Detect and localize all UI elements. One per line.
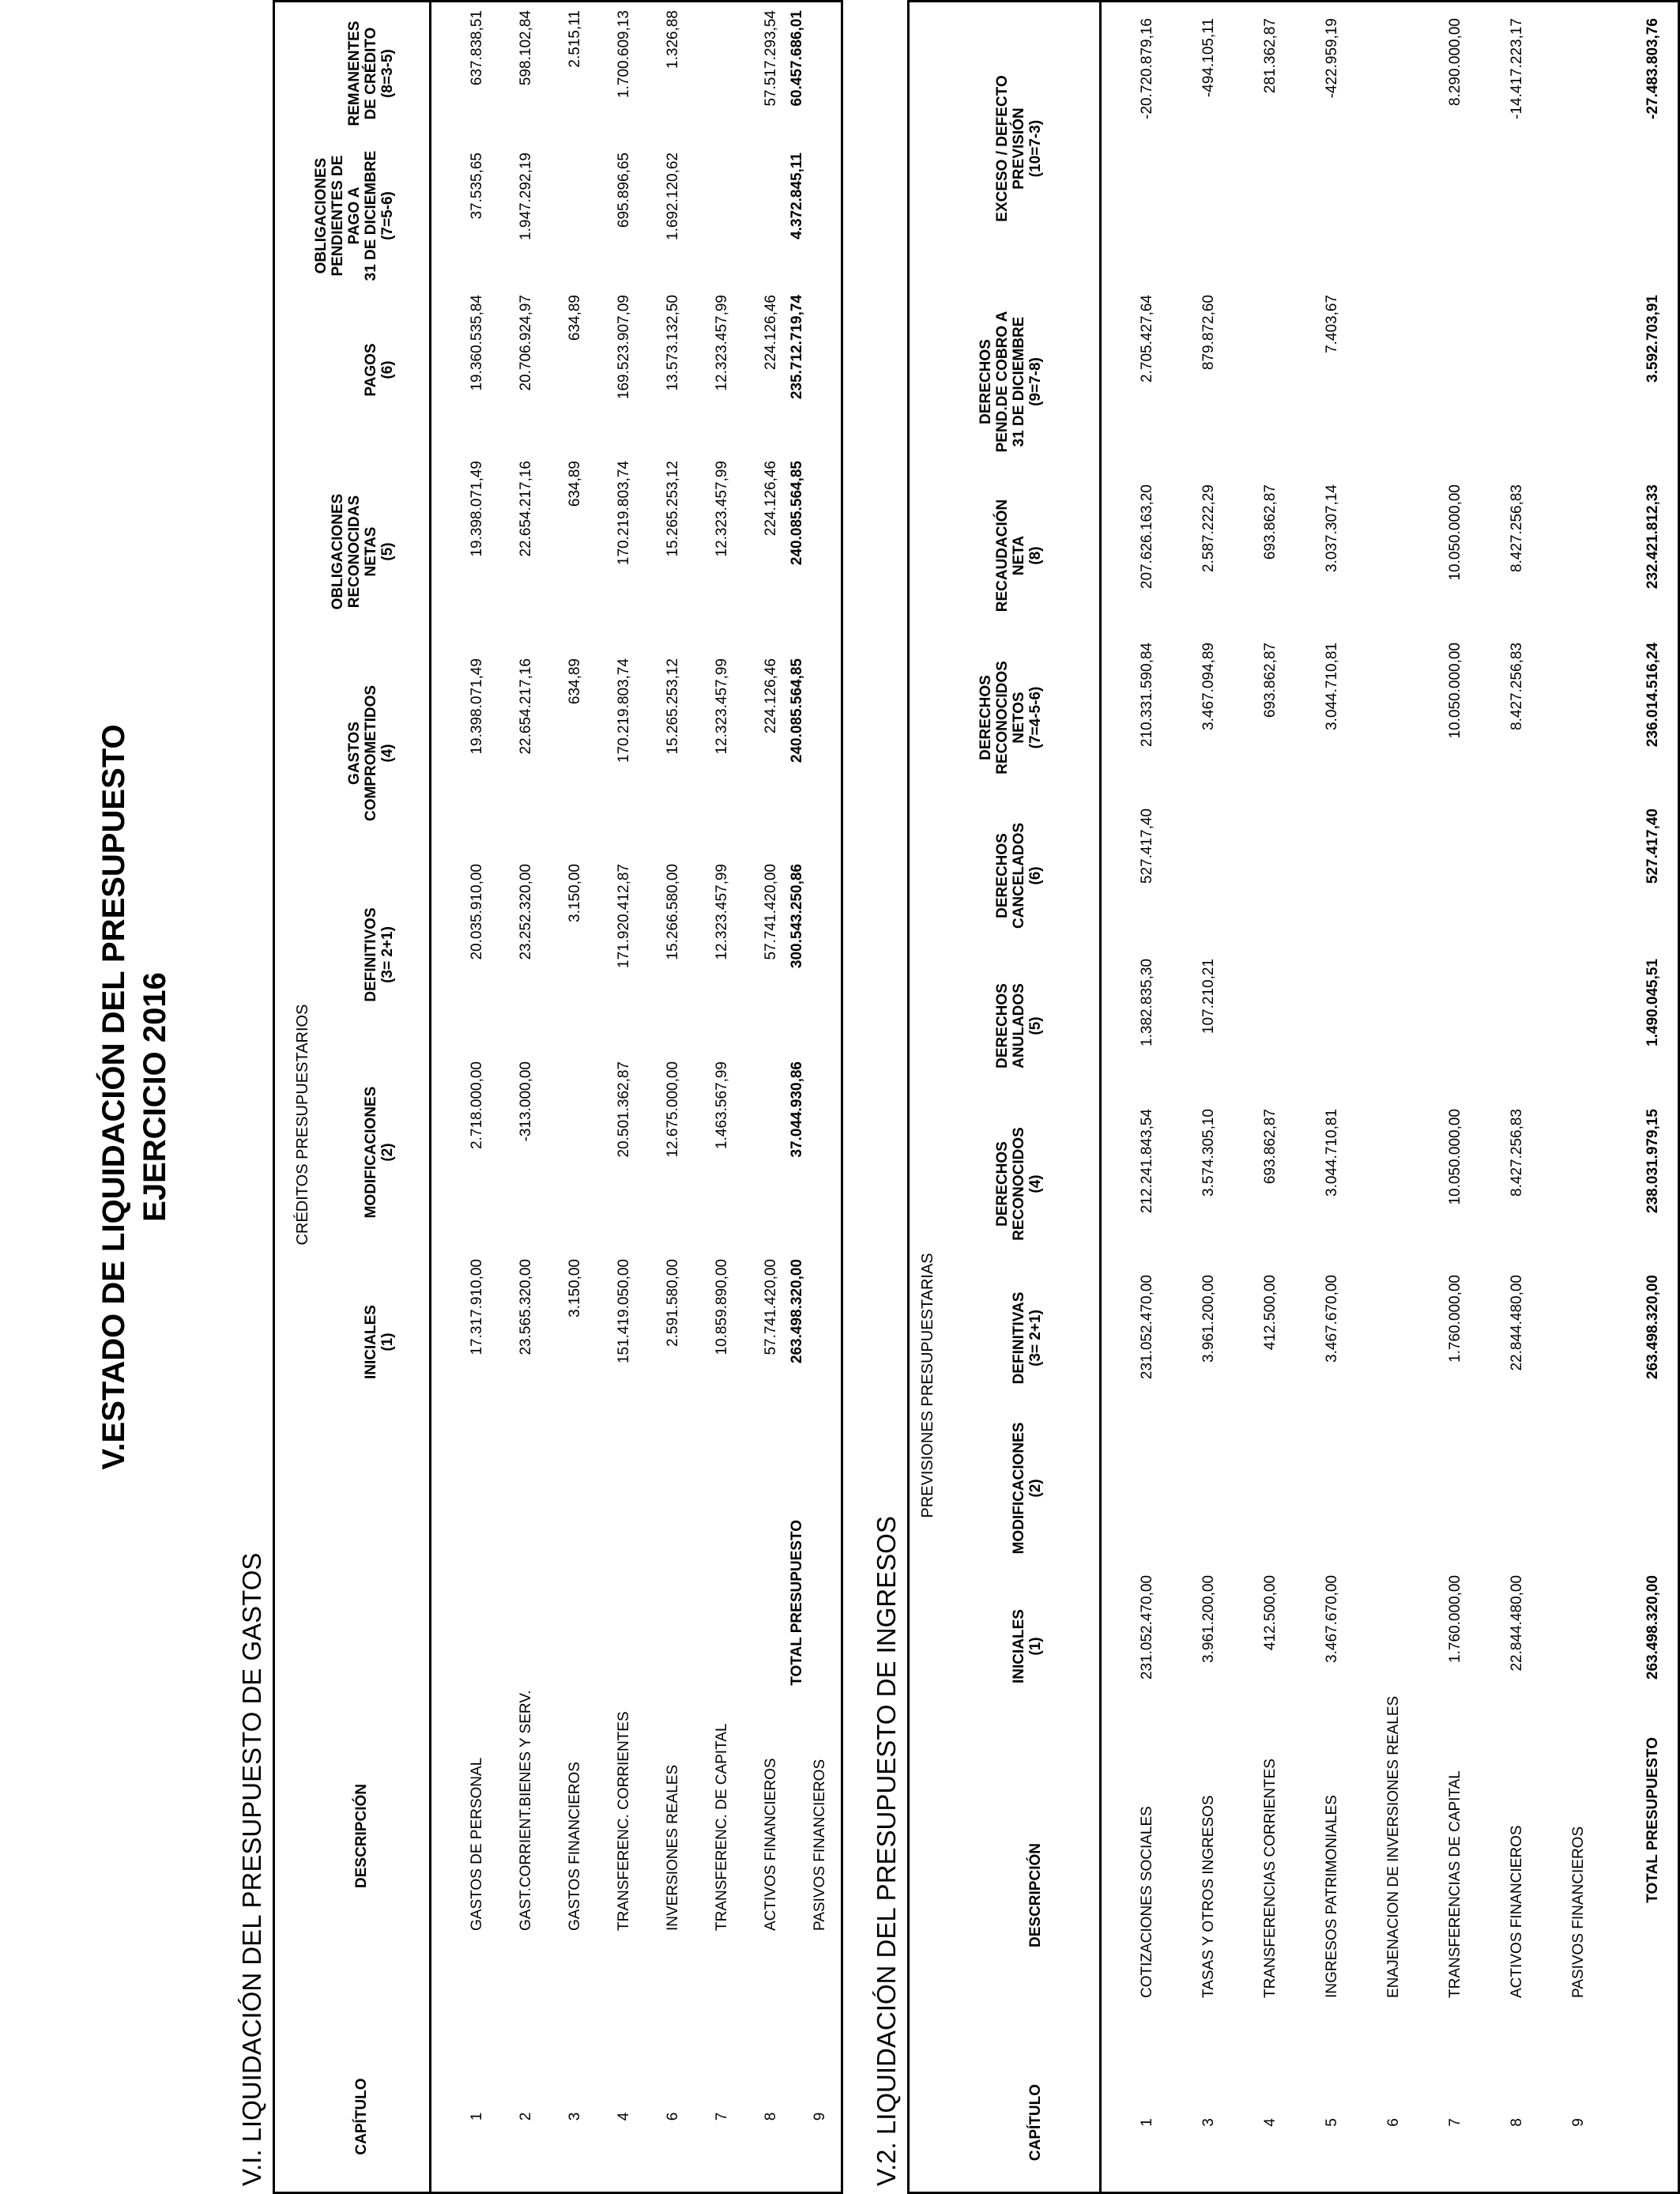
ingresos-row-capitulo: 7 (1447, 2118, 1463, 2127)
gastos-cell-pag: 169.523.907,09 (616, 295, 632, 400)
header-pendientes-line: 31 DE DICIEMBRE (363, 150, 379, 281)
ingresos-cell-def: 412.500,00 (1262, 1275, 1279, 1351)
ingresos-cell-net: 693.862,87 (1262, 643, 1279, 718)
gastos-cell-pag: 13.573.132,50 (665, 295, 681, 391)
ingresos-row-capitulo: 9 (1570, 2118, 1587, 2127)
header-definitivos-line: DEFINITIVOS (363, 907, 379, 1002)
header-exceso (925, 10, 1044, 287)
header-pendientes-line: OBLIGACIONES (313, 157, 330, 274)
ingresos-table (907, 0, 1680, 2194)
gastos-row-capitulo: 1 (469, 2112, 485, 2121)
ingresos-cell-def: 231.052.470,00 (1139, 1275, 1155, 1380)
ingresos-cell-rec: 3.044.710,81 (1324, 1109, 1340, 1197)
ingresos-total-rau: 232.421.812,33 (1644, 484, 1661, 590)
ingresos-cell-net: 8.427.256,83 (1509, 643, 1525, 730)
ingresos-row-capitulo: 8 (1509, 2118, 1525, 2127)
gastos-cell-obl: 224.126,46 (763, 461, 779, 537)
header-pendientes (925, 287, 1044, 477)
header-pendientes-line: 31 DE DICIEMBRE (1011, 316, 1027, 447)
gastos-table (273, 0, 843, 2194)
gastos-cell-com: 634,89 (567, 658, 583, 705)
gastos-group-header: CRÉDITOS PRESUPUESTARIOS (294, 1004, 311, 1246)
gastos-row-descripcion: PASIVOS FINANCIEROS (812, 1759, 828, 1931)
header-exceso-line: PREVISIÓN (1011, 107, 1027, 190)
header-anulados-line: DERECHOS (994, 983, 1011, 1069)
gastos-cell-mod: -313.000,00 (518, 1061, 534, 1142)
gastos-cell-ini: 57.741.420,00 (763, 1259, 779, 1355)
header-cancelados-line: CANCELADOS (1011, 822, 1027, 929)
ingresos-group-header: PREVISIONES PRESUPUESTARIAS (919, 1253, 936, 1518)
gastos-cell-rem: 57.517.293,54 (763, 10, 779, 107)
ingresos-total-anu: 1.490.045,51 (1644, 959, 1661, 1046)
ingresos-cell-ini: 1.760.000,00 (1447, 1575, 1463, 1663)
ingresos-cell-rec: 10.050.000,00 (1447, 1109, 1463, 1205)
header-reconocidos (925, 1101, 1044, 1267)
header-modificaciones-line: MODIFICACIONES (363, 1086, 379, 1219)
header-pendientes-line: DERECHOS (977, 339, 994, 424)
header-recaudacion-line: NETA (1011, 535, 1027, 576)
header-iniciales-line: INICIALES (363, 1305, 379, 1379)
header-comprometidos-line: GASTOS (346, 722, 363, 785)
header-modificaciones (925, 1409, 1044, 1567)
ingresos-total-pen: 3.592.703,91 (1644, 295, 1661, 383)
header-modificaciones (281, 1054, 396, 1251)
gastos-cell-def: 57.741.420,00 (763, 864, 779, 960)
ingresos-cell-exc: -20.720.879,16 (1139, 18, 1155, 119)
header-remanentes (281, 2, 396, 145)
gastos-total-mod: 37.044.930,86 (789, 1061, 805, 1158)
header-exceso-line: (10=7-3) (1027, 119, 1044, 178)
ingresos-header-divider (1099, 2, 1102, 2192)
gastos-total-com: 240.085.564,85 (789, 658, 805, 763)
header-modificaciones-line: MODIFICACIONES (1011, 1422, 1027, 1555)
gastos-total-label: TOTAL PRESUPUESTO (789, 1520, 805, 1686)
ingresos-cell-exc: 8.290.000,00 (1447, 18, 1463, 106)
gastos-cell-mod: 1.463.567,99 (714, 1061, 730, 1149)
ingresos-cell-net: 3.044.710,81 (1324, 643, 1340, 730)
ingresos-cell-rau: 693.862,87 (1262, 484, 1279, 560)
ingresos-cell-net: 210.331.590,84 (1139, 643, 1155, 748)
ingresos-row-capitulo: 4 (1262, 2118, 1279, 2127)
header-remanentes-line: (8=3-5) (379, 49, 396, 98)
gastos-section-title: V.I. LIQUIDACIÓN DEL PRESUPUESTO DE GASTOS (237, 1552, 266, 2186)
header-pendientes-line: (7=5-6) (379, 191, 396, 240)
gastos-row-capitulo: 7 (714, 2112, 730, 2121)
ingresos-cell-rec: 212.241.843,54 (1139, 1109, 1155, 1214)
gastos-cell-pen: 1.692.120,62 (665, 153, 681, 240)
gastos-total-pag: 235.712.719,74 (789, 295, 805, 400)
header-capitulo (910, 2053, 1044, 2192)
gastos-cell-rem: 1.326,88 (665, 10, 681, 69)
header-descripcion (275, 1630, 370, 2041)
gastos-cell-com: 170.219.803,74 (616, 658, 632, 763)
gastos-cell-obl: 170.219.803,74 (616, 461, 632, 566)
header-recaudacion-line: RECAUDACIÓN (994, 499, 1011, 613)
header-cancelados-line: DERECHOS (994, 833, 1011, 918)
header-modificaciones-line: (2) (379, 1143, 396, 1162)
header-anulados (925, 951, 1044, 1101)
header-pendientes (281, 145, 396, 287)
header-iniciales (925, 1567, 1044, 1725)
header-netos-line: DERECHOS (977, 675, 994, 760)
ingresos-row-descripcion: TASAS Y OTROS INGRESOS (1200, 1795, 1217, 1998)
gastos-cell-com: 22.654.217,16 (518, 658, 534, 755)
ingresos-cell-def: 22.844.480,00 (1509, 1275, 1525, 1371)
gastos-cell-rem: 2.515,11 (567, 10, 583, 68)
ingresos-cell-rau: 10.050.000,00 (1447, 484, 1463, 581)
header-cancelados (925, 801, 1044, 951)
header-pagos-line: (6) (379, 360, 396, 379)
ingresos-row-descripcion: TRANSFERENCIAS CORRIENTES (1262, 1759, 1279, 1998)
gastos-cell-obl: 15.265.253,12 (665, 461, 681, 557)
gastos-total-ini: 263.498.320,00 (789, 1259, 805, 1364)
header-pendientes-line: PEND.DE COBRO A (994, 311, 1011, 453)
header-pendientes-line: PENDIENTES DE PAGO A (330, 155, 363, 277)
ingresos-cell-anu: 107.210,21 (1200, 959, 1217, 1035)
ingresos-cell-exc: -494.105,11 (1200, 18, 1217, 98)
gastos-cell-com: 224.126,46 (763, 658, 779, 734)
header-pagos (281, 287, 396, 453)
header-reconocidos-line: DERECHOS (994, 1141, 1011, 1227)
gastos-cell-def: 15.266.580,00 (665, 864, 681, 960)
gastos-cell-obl: 19.398.071,49 (469, 461, 485, 557)
header-definitivas-line: DEFINITIVAS (1011, 1291, 1027, 1385)
header-pagos-line: PAGOS (363, 343, 379, 397)
header-remanentes-line: DE CRÉDITO (363, 27, 379, 120)
header-netos-line: RECONOCIDOS (994, 661, 1011, 775)
header-remanentes-line: REMANENTES (346, 21, 363, 126)
header-recaudacion-line: (8) (1027, 546, 1044, 565)
ingresos-cell-pen: 7.403,67 (1324, 295, 1340, 353)
ingresos-row-descripcion: INGRESOS PATRIMONIALES (1324, 1795, 1340, 1998)
ingresos-cell-ini: 3.961.200,00 (1200, 1575, 1217, 1663)
document-title (93, 0, 175, 2194)
ingresos-cell-ini: 3.467.670,00 (1324, 1575, 1340, 1663)
gastos-cell-pag: 224.126,46 (763, 295, 779, 371)
gastos-cell-def: 23.252.320,00 (518, 864, 534, 960)
gastos-cell-rem: 598.102,84 (518, 10, 534, 86)
gastos-cell-com: 15.265.253,12 (665, 658, 681, 755)
header-recaudacion (925, 477, 1044, 635)
gastos-header-divider (429, 2, 431, 2192)
header-netos-line: (7=4-5-6) (1027, 686, 1044, 749)
header-anulados-line: ANULADOS (1011, 983, 1027, 1069)
gastos-row-capitulo: 9 (812, 2112, 828, 2121)
header-descripcion-text: DESCRIPCIÓN (353, 1784, 370, 1888)
header-reconocidos-line: (4) (1027, 1174, 1044, 1193)
header-obligaciones-line: (5) (379, 542, 396, 561)
gastos-row-descripcion: INVERSIONES REALES (665, 1764, 681, 1931)
ingresos-cell-rec: 693.862,87 (1262, 1109, 1279, 1185)
header-cancelados-line: (6) (1027, 866, 1044, 885)
ingresos-total-def: 263.498.320,00 (1644, 1275, 1661, 1380)
header-capitulo-text: CAPÍTULO (353, 2078, 370, 2155)
gastos-cell-pen: 1.947.292,19 (518, 153, 534, 240)
ingresos-cell-ini: 231.052.470,00 (1139, 1575, 1155, 1680)
ingresos-cell-net: 10.050.000,00 (1447, 643, 1463, 739)
ingresos-cell-can: 527.417,40 (1139, 809, 1155, 884)
title-line-1: V.ESTADO DE LIQUIDACIÓN DEL PRESUPUESTO (96, 724, 131, 1470)
ingresos-cell-ini: 22.844.480,00 (1509, 1575, 1525, 1672)
gastos-total-pen: 4.372.845,11 (789, 153, 805, 239)
header-comprometidos-line: COMPROMETIDOS (363, 684, 379, 822)
header-netos (925, 635, 1044, 801)
gastos-total-def: 300.543.250,86 (789, 864, 805, 969)
gastos-row-capitulo: 4 (616, 2112, 632, 2121)
ingresos-total-ini: 263.498.320,00 (1644, 1575, 1661, 1680)
gastos-cell-obl: 22.654.217,16 (518, 461, 534, 557)
gastos-cell-def: 12.323.457,99 (714, 864, 730, 960)
ingresos-row-capitulo: 1 (1139, 2118, 1155, 2127)
ingresos-cell-rau: 8.427.256,83 (1509, 484, 1525, 572)
header-obligaciones-line: RECONOCIDAS (346, 495, 363, 609)
gastos-cell-rem: 1.700.609,13 (616, 10, 632, 98)
gastos-cell-pag: 634,89 (567, 295, 583, 341)
header-reconocidos-line: RECONOCIDOS (1011, 1127, 1027, 1241)
ingresos-total-net: 236.014.516,24 (1644, 643, 1661, 748)
gastos-row-descripcion: GASTOS DE PERSONAL (469, 1757, 485, 1931)
gastos-row-descripcion: GAST.CORRIENT.BIENES Y SERV. (518, 1690, 534, 1931)
header-descripcion-text: DESCRIPCIÓN (1027, 1843, 1044, 1947)
ingresos-total-label: TOTAL PRESUPUESTO (1644, 1737, 1661, 1903)
header-obligaciones-line: OBLIGACIONES (330, 493, 346, 610)
ingresos-row-descripcion: PASIVOS FINANCIEROS (1570, 1826, 1587, 1998)
ingresos-cell-rau: 3.037.307,14 (1324, 484, 1340, 572)
gastos-cell-rem: 637.838,51 (469, 10, 485, 86)
gastos-total-obl: 240.085.564,85 (789, 461, 805, 566)
ingresos-total-can: 527.417,40 (1644, 809, 1661, 884)
header-definitivas (925, 1267, 1044, 1409)
header-exceso-line: EXCESO / DEFECTO (994, 75, 1011, 222)
gastos-total-rem: 60.457.686,01 (789, 10, 805, 107)
header-definitivos (281, 856, 396, 1054)
gastos-cell-mod: 2.718.000,00 (469, 1061, 485, 1149)
gastos-cell-pag: 20.706.924,97 (518, 295, 534, 391)
header-descripcion (910, 1737, 1044, 2053)
gastos-row-descripcion: TRANSFERENC. CORRIENTES (616, 1711, 632, 1931)
gastos-cell-mod: 12.675.000,00 (665, 1061, 681, 1158)
gastos-cell-pen: 37.535,65 (469, 153, 485, 220)
header-capitulo-text: CAPÍTULO (1027, 2083, 1044, 2162)
gastos-row-descripcion: ACTIVOS FINANCIEROS (763, 1758, 779, 1931)
gastos-cell-def: 171.920.412,87 (616, 864, 632, 969)
ingresos-row-descripcion: ACTIVOS FINANCIEROS (1509, 1825, 1525, 1998)
gastos-row-descripcion: GASTOS FINANCIEROS (567, 1762, 583, 1931)
ingresos-cell-def: 1.760.000,00 (1447, 1275, 1463, 1363)
header-netos-line: NETOS (1011, 692, 1027, 744)
gastos-cell-pag: 19.360.535,84 (469, 295, 485, 391)
gastos-cell-pag: 12.323.457,99 (714, 295, 730, 391)
ingresos-cell-ini: 412.500,00 (1262, 1575, 1279, 1651)
ingresos-row-descripcion: ENAJENACION DE INVERSIONES REALES (1385, 1695, 1402, 1998)
header-definitivas-line: (3= 2+1) (1027, 1310, 1044, 1367)
ingresos-cell-pen: 879.872,60 (1200, 295, 1217, 371)
gastos-cell-ini: 2.591.580,00 (665, 1259, 681, 1347)
ingresos-cell-def: 3.467.670,00 (1324, 1275, 1340, 1363)
ingresos-total-exc: -27.483.803,76 (1644, 18, 1661, 119)
header-modificaciones-line: (2) (1027, 1479, 1044, 1498)
ingresos-row-capitulo: 5 (1324, 2118, 1340, 2127)
gastos-cell-def: 20.035.910,00 (469, 864, 485, 960)
header-anulados-line: (5) (1027, 1016, 1044, 1035)
gastos-cell-com: 12.323.457,99 (714, 658, 730, 755)
ingresos-cell-rau: 2.587.222,29 (1200, 484, 1217, 572)
gastos-cell-ini: 17.317.910,00 (469, 1259, 485, 1355)
ingresos-cell-exc: -422.959,19 (1324, 18, 1340, 99)
ingresos-row-capitulo: 3 (1200, 2118, 1217, 2127)
ingresos-section-title: V.2. LIQUIDACIÓN DEL PRESUPUESTO DE INGRESOS (872, 1516, 901, 2186)
gastos-cell-mod: 20.501.362,87 (616, 1061, 632, 1158)
header-iniciales-line: (1) (1027, 1637, 1044, 1656)
ingresos-row-capitulo: 6 (1385, 2118, 1402, 2127)
ingresos-cell-rec: 8.427.256,83 (1509, 1109, 1525, 1197)
gastos-cell-def: 3.150,00 (567, 864, 583, 922)
ingresos-total-rec: 238.031.979,15 (1644, 1109, 1661, 1214)
header-obligaciones (281, 453, 396, 650)
gastos-row-capitulo: 6 (665, 2112, 681, 2121)
ingresos-cell-anu: 1.382.835,30 (1139, 959, 1155, 1046)
gastos-row-capitulo: 2 (518, 2112, 534, 2121)
gastos-cell-pen: 695.896,65 (616, 153, 632, 228)
gastos-cell-ini: 151.419.050,00 (616, 1259, 632, 1364)
header-comprometidos-line: (4) (379, 744, 396, 763)
gastos-cell-com: 19.398.071,49 (469, 658, 485, 755)
ingresos-cell-def: 3.961.200,00 (1200, 1275, 1217, 1363)
gastos-cell-ini: 23.565.320,00 (518, 1259, 534, 1355)
ingresos-row-descripcion: TRANSFERENCIAS DE CAPITAL (1447, 1770, 1463, 1998)
header-iniciales (281, 1251, 396, 1433)
ingresos-cell-pen: 2.705.427,64 (1139, 295, 1155, 383)
header-obligaciones-line: NETAS (363, 526, 379, 577)
gastos-row-descripcion: TRANSFERENC. DE CAPITAL (714, 1723, 730, 1931)
gastos-row-capitulo: 3 (567, 2112, 583, 2121)
ingresos-cell-exc: 281.362,87 (1262, 18, 1279, 94)
gastos-cell-ini: 3.150,00 (567, 1259, 583, 1318)
title-line-2: EJERCICIO 2016 (137, 972, 172, 1222)
header-capitulo (275, 2041, 370, 2192)
header-pendientes-line: (9=7-8) (1027, 357, 1044, 406)
gastos-cell-obl: 12.323.457,99 (714, 461, 730, 557)
ingresos-cell-exc: -14.417.223,17 (1509, 18, 1525, 119)
ingresos-cell-rec: 3.574.305,10 (1200, 1109, 1217, 1197)
ingresos-cell-net: 3.467.094,89 (1200, 643, 1217, 730)
ingresos-row-descripcion: COTIZACIONES SOCIALES (1139, 1806, 1155, 1998)
header-comprometidos (281, 650, 396, 856)
header-iniciales-line: INICIALES (1011, 1609, 1027, 1683)
header-iniciales-line: (1) (379, 1333, 396, 1351)
gastos-row-capitulo: 8 (763, 2112, 779, 2121)
ingresos-cell-rau: 207.626.163,20 (1139, 484, 1155, 590)
header-definitivos-line: (3= 2+1) (379, 926, 396, 983)
gastos-cell-ini: 10.859.890,00 (714, 1259, 730, 1355)
gastos-cell-obl: 634,89 (567, 461, 583, 507)
